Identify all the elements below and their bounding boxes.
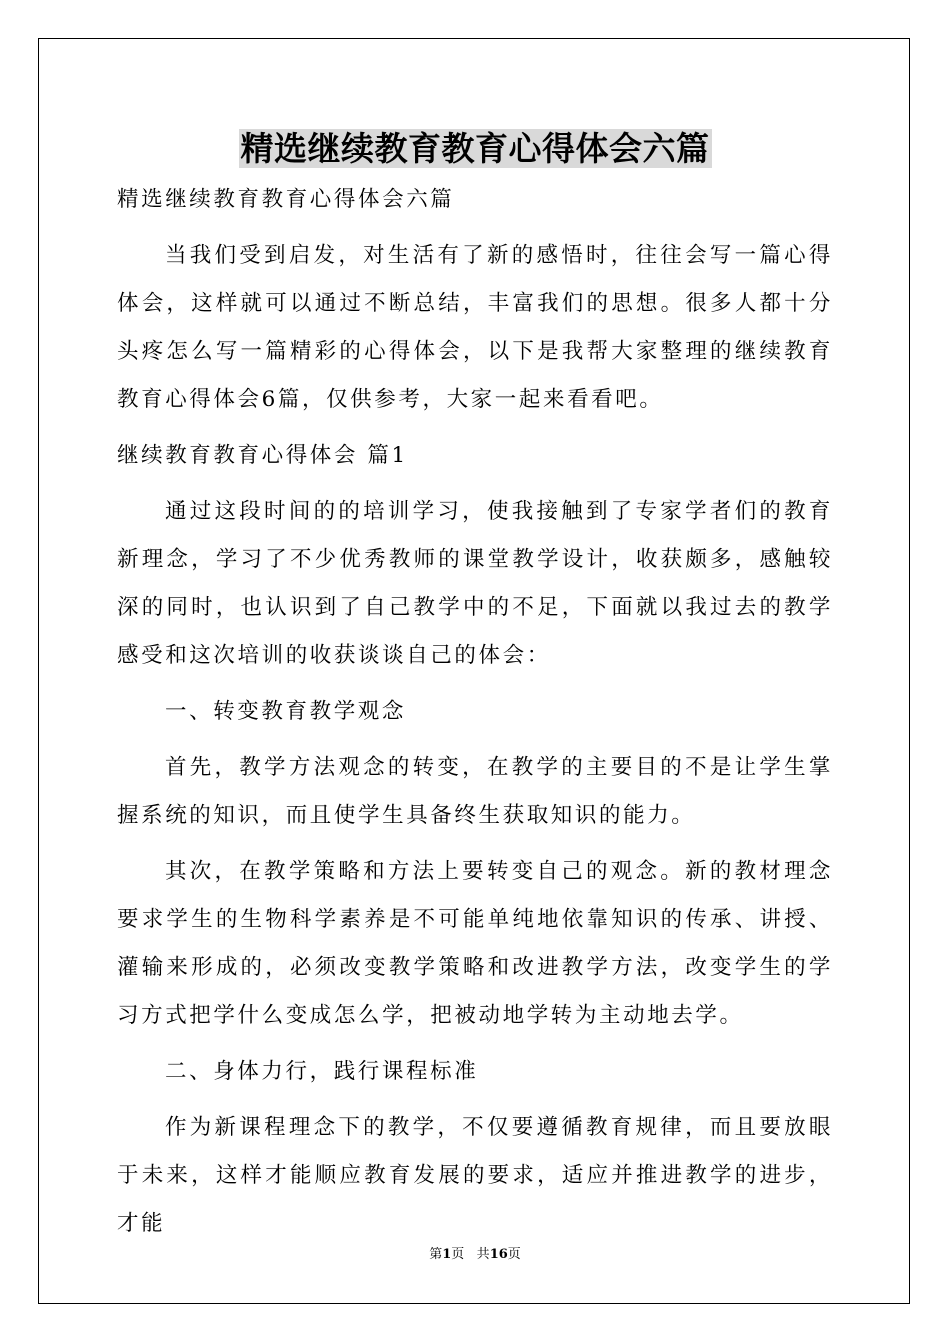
page-number: 1 bbox=[442, 1247, 452, 1262]
body-paragraph: 其次，在教学策略和方法上要转变自己的观念。新的教材理念要求学生的生物科学素养是不可能单纯地依靠知识的传承、讲授、灌输来形成的，必须改变教学策略和改进教学方法，改变学生的学习方式把学什么变成怎么学，把被动地学转为主动地去学。 bbox=[117, 859, 833, 1028]
document-title-text: 精选继续教育教育心得体会六篇 bbox=[240, 129, 710, 168]
subheading-one: 一、转变教育教学观念 bbox=[165, 699, 407, 724]
total-suffix: 页 bbox=[507, 1247, 521, 1262]
document-title bbox=[0, 126, 950, 172]
body-paragraph: 首先，教学方法观念的转变，在教学的主要目的不是让学生掌握系统的知识，而且使学生具备终生获取知识的能力。 bbox=[117, 755, 833, 828]
total-pages: 16 bbox=[489, 1247, 508, 1262]
page-prefix: 第 bbox=[429, 1247, 443, 1262]
body-paragraph: 作为新课程理念下的教学，不仅要遵循教育规律，而且要放眼于未来，这样才能顺应教育发展的要求，适应并推进教学的进步，才能 bbox=[117, 1115, 833, 1236]
body-paragraph: 通过这段时间的的培训学习，使我接触到了专家学者们的教育新理念，学习了不少优秀教师的课堂教学设计，收获颇多，感触较深的同时，也认识到了自己教学中的不足，下面就以我过去的教学感受和这次培训的收获谈谈自己的体会： bbox=[117, 499, 833, 668]
document-subtitle: 精选继续教育教育心得体会六篇 bbox=[117, 187, 455, 212]
document-body bbox=[117, 176, 833, 1256]
section-heading: 继续教育教育心得体会 篇1 bbox=[117, 443, 408, 468]
subheading-two: 二、身体力行，践行课程标准 bbox=[165, 1059, 479, 1084]
total-prefix: 共 bbox=[476, 1247, 490, 1262]
page-footer bbox=[0, 1245, 950, 1265]
intro-paragraph: 当我们受到启发，对生活有了新的感悟时，往往会写一篇心得体会，这样就可以通过不断总结，丰富我们的思想。很多人都十分头疼怎么写一篇精彩的心得体会，以下是我帮大家整理的继续教育教育心得体会6篇，仅供参考，大家一起来看看吧。 bbox=[117, 243, 833, 412]
page-suffix: 页 bbox=[451, 1247, 465, 1262]
